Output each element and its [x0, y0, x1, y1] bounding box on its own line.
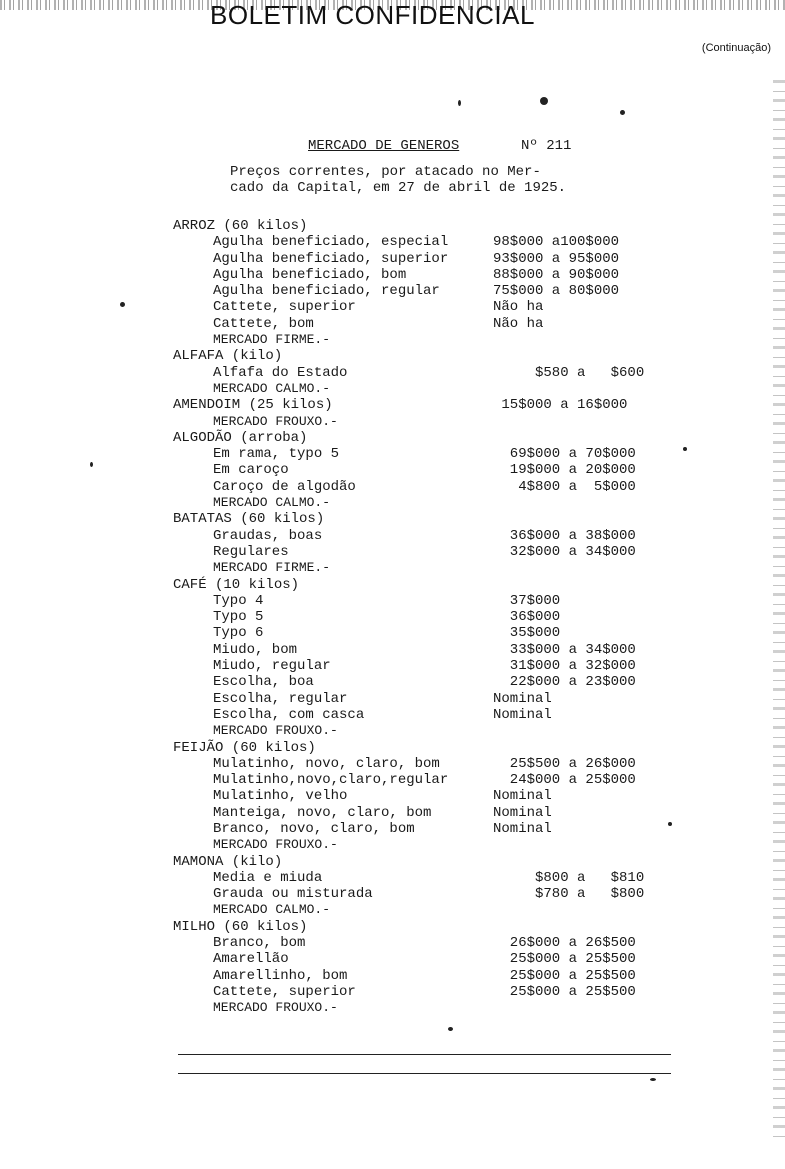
listing-item-label: Media e miuda — [213, 869, 323, 886]
listing-item-price: Nominal — [493, 820, 552, 837]
listing-row-product — [0, 609, 785, 625]
listing-row-product — [0, 788, 785, 804]
listing-item-label: Branco, novo, claro, bom — [213, 820, 415, 837]
listing-item-label: CAFÉ (10 kilos) — [173, 576, 300, 593]
listing-item-label: MERCADO CALMO.- — [213, 902, 331, 918]
listing-row-product — [0, 870, 785, 886]
listing-item-label: Graudas, boas — [213, 527, 323, 544]
listing-item-label: Escolha, com casca — [213, 706, 365, 723]
listing-item-price: 33$000 a 34$000 — [493, 641, 636, 658]
listing-item-label: Alfafa do Estado — [213, 364, 348, 381]
listing-item-label: ARROZ (60 kilos) — [173, 218, 308, 234]
continuation-note: (Continuação) — [701, 42, 771, 54]
listing-item-price: 25$000 a 25$500 — [493, 983, 636, 1000]
listing-item-label: Branco, bom — [213, 935, 306, 952]
listing-item-label: FEIJÃO (60 kilos) — [173, 739, 316, 756]
listing-item-price: 32$000 a 34$000 — [493, 543, 636, 560]
listing-item-price: 36$000 a 38$000 — [493, 527, 636, 544]
listing-item-label: MERCADO FROUXO.- — [213, 837, 338, 853]
listing-item-label: Em caroço — [213, 462, 289, 479]
listing-row-product — [0, 528, 785, 544]
listing-item-price: 15$000 a 16$000 — [493, 397, 628, 414]
listing-item-label: Miudo, regular — [213, 658, 331, 675]
listing-item-price: Nominal — [493, 804, 552, 821]
listing-item-label: Regulares — [213, 543, 289, 560]
listing-row-market — [0, 723, 785, 739]
listing-item-price: 69$000 a 70$000 — [493, 446, 636, 463]
listing-row-market — [0, 414, 785, 430]
listing-item-price: $800 a $810 — [493, 869, 645, 886]
listing-item-label: Mulatinho, novo, claro, bom — [213, 755, 440, 772]
listing-item-label: ALFAFA (kilo) — [173, 348, 283, 365]
closing-rule-top — [178, 1054, 671, 1055]
intro-line-1: Preços correntes, por atacado no Mer- — [230, 164, 541, 180]
listing-row-product — [0, 251, 785, 267]
listing-item-price: 25$000 a 25$500 — [493, 967, 636, 984]
listing-item-price: 22$000 a 23$000 — [493, 674, 636, 691]
listing-item-price: 24$000 a 25$000 — [493, 772, 636, 789]
listing-item-price: 36$000 — [493, 609, 561, 626]
listing-row-product — [0, 446, 785, 462]
listing-item-price: Nominal — [493, 690, 552, 707]
listing-item-price: 25$500 a 26$000 — [493, 755, 636, 772]
listing-row-product — [0, 968, 785, 984]
listing-item-label: Typo 6 — [213, 625, 264, 642]
listing-row-market — [0, 902, 785, 918]
listing-item-price: Nominal — [493, 706, 552, 723]
listing-item-price: Nominal — [493, 788, 552, 805]
listing-item-label: Typo 5 — [213, 609, 264, 626]
listing-row-market — [0, 381, 785, 397]
listing-item-price: 25$000 a 25$500 — [493, 951, 636, 968]
listing-row-category — [0, 348, 785, 364]
listing-item-price: 98$000 a100$000 — [493, 234, 620, 251]
listing-item-label: MERCADO FIRME.- — [213, 560, 331, 576]
listing-row-product — [0, 267, 785, 283]
listing-row-market — [0, 332, 785, 348]
listing-item-price: 37$000 — [493, 592, 561, 609]
listing-item-label: Escolha, regular — [213, 690, 348, 707]
listing-row-product — [0, 462, 785, 478]
listing-row-product — [0, 365, 785, 381]
listing-item-label: Agulha beneficiado, especial — [213, 234, 449, 251]
listing-row-product — [0, 625, 785, 641]
listing-row-category — [0, 740, 785, 756]
listing-item-price: 75$000 a 80$000 — [493, 283, 620, 300]
bulletin-title: BOLETIM CONFIDENCIAL — [210, 0, 535, 30]
listing-item-label: Cattete, bom — [213, 315, 314, 332]
listing-row-category — [0, 397, 785, 413]
listing-item-label: Mulatinho, velho — [213, 788, 348, 805]
listing-row-product — [0, 805, 785, 821]
listing-item-label: Agulha beneficiado, superior — [213, 250, 449, 267]
listing-row-product — [0, 674, 785, 690]
listing-row-product — [0, 544, 785, 560]
closing-rule-bottom — [178, 1073, 671, 1074]
listing-item-label: MERCADO FROUXO.- — [213, 723, 338, 739]
listing-item-label: BATATAS (60 kilos) — [173, 511, 325, 528]
listing-item-label: Caroço de algodão — [213, 478, 356, 495]
listing-item-price: 88$000 a 90$000 — [493, 266, 620, 283]
listing-row-product — [0, 234, 785, 250]
listing-item-price: Não ha — [493, 315, 544, 332]
listing-row-market — [0, 495, 785, 511]
intro-line-2: cado da Capital, em 27 de abril de 1925. — [230, 180, 567, 196]
ink-speck — [540, 97, 548, 105]
listing-item-label: MILHO (60 kilos) — [173, 918, 308, 935]
listing-item-label: Manteiga, novo, claro, bom — [213, 804, 432, 821]
listing-item-label: Grauda ou misturada — [213, 886, 373, 903]
listing-row-market — [0, 1000, 785, 1016]
listing-item-price: Não ha — [493, 299, 544, 316]
listing-item-label: Escolha, boa — [213, 674, 314, 691]
listing-item-price: 26$000 a 26$500 — [493, 935, 636, 952]
listing-row-product — [0, 951, 785, 967]
ink-speck — [120, 302, 125, 307]
listing-item-label: Agulha beneficiado, regular — [213, 283, 440, 300]
listing-item-price: $580 a $600 — [493, 364, 645, 381]
listing-item-label: MERCADO FIRME.- — [213, 332, 331, 348]
section-heading: MERCADO DE GENEROS — [308, 138, 460, 154]
issue-number: Nº 211 — [521, 138, 572, 154]
listing-item-label: MERCADO FROUXO.- — [213, 413, 338, 429]
listing-row-product — [0, 756, 785, 772]
listing-row-product — [0, 658, 785, 674]
intro-paragraph — [230, 164, 566, 196]
listing-row-category — [0, 854, 785, 870]
ink-speck — [668, 822, 672, 826]
listing-row-category — [0, 218, 785, 234]
listing-row-market — [0, 837, 785, 853]
listing-row-product — [0, 886, 785, 902]
listing-item-label: Typo 4 — [213, 592, 264, 609]
ink-speck — [448, 1027, 453, 1031]
listing-item-label: ALGODÃO (arroba) — [173, 429, 308, 446]
listing-row-product — [0, 642, 785, 658]
listing-item-label: Mulatinho,novo,claro,regular — [213, 772, 449, 789]
listing-item-price: 93$000 a 95$000 — [493, 250, 620, 267]
ink-speck — [683, 447, 687, 451]
listing-row-category — [0, 577, 785, 593]
ink-speck — [620, 110, 625, 115]
listing-row-product — [0, 593, 785, 609]
listing-item-label: MERCADO CALMO.- — [213, 495, 331, 511]
listing-row-category — [0, 919, 785, 935]
listing-item-label: Cattete, superior — [213, 299, 356, 316]
ink-speck — [458, 100, 461, 106]
listing-item-price: 19$000 a 20$000 — [493, 462, 636, 479]
listing-item-label: AMENDOIM (25 kilos) — [173, 397, 333, 414]
listing-row-product — [0, 283, 785, 299]
ink-speck — [90, 462, 93, 467]
listing-item-price: 4$800 a 5$000 — [493, 478, 636, 495]
listing-row-product — [0, 479, 785, 495]
listing-row-product — [0, 772, 785, 788]
listing-item-label: MERCADO FROUXO.- — [213, 1000, 338, 1016]
listing-row-product — [0, 707, 785, 723]
listing-item-label: Miudo, bom — [213, 641, 298, 658]
listing-item-label: Cattete, superior — [213, 983, 356, 1000]
listing-row-category — [0, 511, 785, 527]
price-listing — [0, 218, 785, 1017]
listing-row-product — [0, 691, 785, 707]
listing-item-price: 35$000 — [493, 625, 561, 642]
listing-item-label: MERCADO CALMO.- — [213, 380, 331, 396]
listing-item-label: Amarellão — [213, 951, 289, 968]
listing-row-product — [0, 316, 785, 332]
listing-item-label: Em rama, typo 5 — [213, 446, 340, 463]
listing-item-price: $780 a $800 — [493, 886, 645, 903]
listing-item-label: MAMONA (kilo) — [173, 853, 283, 870]
listing-row-market — [0, 560, 785, 576]
listing-row-category — [0, 430, 785, 446]
listing-row-product — [0, 984, 785, 1000]
listing-item-price: 31$000 a 32$000 — [493, 658, 636, 675]
listing-item-label: Agulha beneficiado, bom — [213, 266, 407, 283]
ink-speck — [650, 1078, 656, 1081]
listing-item-label: Amarellinho, bom — [213, 967, 348, 984]
listing-row-product — [0, 935, 785, 951]
listing-row-product — [0, 299, 785, 315]
